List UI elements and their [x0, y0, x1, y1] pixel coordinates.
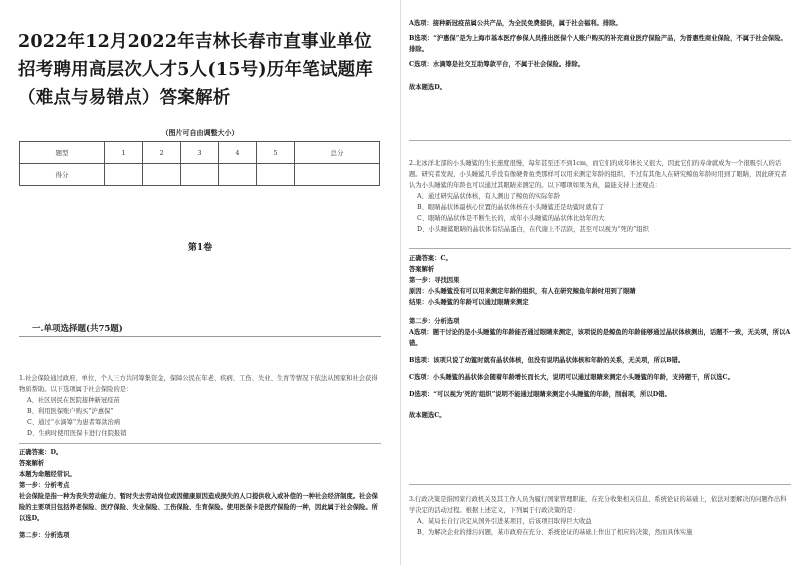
question-stem: 3.行政决策是指国家行政机关及其工作人员为履行国家管理职能，在充分收集相关信息、系统论证的基础上，依法对要解决的问题作出科学决定的活动过程。根据上述定义，下列属于行政决策的是： — [409, 496, 787, 514]
option-b: B、为解决企业的排污问题，某市政府在充分、系统论证的基础上作出了相应的决策，然而具体实施 — [417, 529, 693, 536]
conclusion: 故本题选C。 — [409, 412, 446, 419]
step-heading: 第一步：寻找因果 — [409, 277, 460, 284]
step-heading: 第二步：分析选项 — [19, 532, 70, 539]
table-cell: 3 — [181, 142, 219, 164]
question-1 — [19, 373, 381, 439]
option-c-analysis: C选项：水滴筹是社交互助筹款平台，不属于社会保险。排除。 — [409, 61, 585, 68]
step-heading: 第一步：分析考点 — [19, 482, 70, 489]
table-cell: 2 — [143, 142, 181, 164]
explain-heading: 答案解析 — [409, 266, 435, 273]
option-a-analysis: A选项：接种新冠疫苗属公共产品，为全民免费提供，属于社会福利。排除。 — [409, 20, 622, 27]
table-cell — [218, 164, 256, 186]
table-cell — [143, 164, 181, 186]
volume-heading: 第1卷 — [187, 243, 213, 253]
page-title: 2022年12月2022年吉林长春市直事业单位招考聘用高层次人才5人(15号)历年笔试题库（难点与易错点）答案解析 — [18, 32, 373, 108]
table-cell: 4 — [218, 142, 256, 164]
option-b: B、眼睛晶状体最核心位置的晶状体核在小头睡鲨还是幼鲨时就有了 — [417, 204, 605, 211]
option-d: D、生病时使用医保卡进行住院报销 — [27, 430, 127, 437]
question-1-answer — [19, 447, 381, 524]
table-cell: 得分 — [20, 164, 105, 186]
option-b-analysis: B选项：“沪惠保”是为上海市基本医疗参保人员推出医保个人账户购买的补充商业医疗保险产品，为普惠性商业保险，不属于社会保险。排除。 — [409, 35, 787, 53]
conclusion: 故本题选D。 — [409, 84, 446, 91]
table-cell: 5 — [256, 142, 294, 164]
option-c: C、通过“水滴筹”为患者筹款治病 — [27, 419, 121, 426]
divider — [409, 140, 791, 141]
divider — [19, 443, 381, 444]
question-2-answer — [409, 253, 791, 421]
explain-text: 本题为命题经常识。 — [19, 471, 76, 478]
option-a: A、社区居民在医院接种新冠疫苗 — [27, 397, 120, 404]
question-stem: 2.北冰洋北部的小头睡鲨的生长速度很慢，每年甚至还不到1cm，而它们的成年体长又很大，因此它们的寿命就成为一个很吸引人的话题。研究者发现，小头睡鲨几乎没有像硬骨鱼类那样可以用来测定年龄的组织，不过有其他人在研究鲸鱼年龄时用到了眼睛，因此研究者认为小头睡鲨的年龄也可以通过其眼睛来测定的。以下哪项如果为真，最能支持上述观点： — [409, 160, 787, 189]
divider — [19, 336, 381, 337]
divider — [409, 484, 791, 485]
analysis-text: 社会保险是指一种为丧失劳动能力、暂时失去劳动岗位或因健康原因造成损失的人口提供收入或补偿的一种社会经济制度。社会保险的主要项目包括养老保险、医疗保险、失业保险、工伤保险、生育保险。使用医保卡是医疗保险的一种，因此属于社会保险。所以选D。 — [19, 493, 378, 522]
score-table-row — [20, 164, 380, 186]
section-heading: 一.单项选择题(共75题) — [32, 324, 123, 334]
option-b-analysis: B选项：该项只说了幼鲨时就有晶状体核，但没有说明晶状体核和年龄的关系，无关项，所以B错。 — [409, 357, 685, 364]
result-text: 结果：小头睡鲨的年龄可以通过眼睛来测定 — [409, 299, 529, 306]
answer: 正确答案：D。 — [19, 449, 63, 456]
explain-heading: 答案解析 — [19, 460, 45, 467]
option-a-analysis: A选项：题干讨论的是小头睡鲨的年龄能否通过眼睛来测定，该项说的是鲸鱼的年龄能够通过晶状体核测出，话题不一致，无关项，所以A错。 — [409, 329, 791, 347]
table-cell: 题型 — [20, 142, 105, 164]
option-a: A、通过研究晶状体核，有人测出了鲸鱼的实际年龄 — [417, 193, 561, 200]
divider — [409, 248, 791, 249]
question-2 — [409, 158, 791, 235]
option-d-analysis: D选项：“可以视为‘死的’组织”说明不能通过眼睛来测定小头睡鲨的年龄，削弱项，所以D错。 — [409, 391, 671, 398]
table-cell — [294, 164, 379, 186]
image-note: （图片可自由调整大小） — [161, 128, 239, 137]
option-c: C、眼睛的晶状体是不断生长的，成年小头睡鲨的晶状体比幼年的大 — [417, 215, 605, 222]
question-1-options-analysis — [409, 18, 791, 93]
table-cell: 1 — [105, 142, 143, 164]
answer: 正确答案：C。 — [409, 255, 452, 262]
option-c-analysis: C选项：小头睡鲨的晶状体会随着年龄增长而长大，说明可以通过眼睛来测定小头睡鲨的年龄，支持题干，所以选C。 — [409, 374, 734, 381]
score-table — [19, 141, 380, 186]
right-page — [400, 0, 800, 565]
table-cell: 总分 — [294, 142, 379, 164]
question-stem: 1.社会保险通过政府、单位、个人三方共同筹集资金，保障公民在年老、疾病、工伤、失业、生育等情况下依法从国家和社会获得物质帮助。以下选项属于社会保险的是： — [19, 375, 378, 393]
option-a: A、某局长自行决定从国外引进某项目，后该项目取得巨大收益 — [417, 518, 592, 525]
cause-text: 原因：小头睡鲨没有可以用来测定年龄的组织，有人在研究鲸鱼年龄时用到了眼睛 — [409, 288, 636, 295]
option-b: B、利用医保账户购买“沪惠保” — [27, 408, 114, 415]
step-heading: 第二步：分析选项 — [409, 318, 460, 325]
table-cell — [256, 164, 294, 186]
score-table-header-row — [20, 142, 380, 164]
question-3 — [409, 494, 791, 538]
option-d: D、小头睡鲨眼睛的晶状体有结晶蛋白，在代谢上不活跃，甚至可以视为“死的”组织 — [417, 226, 649, 233]
table-cell — [105, 164, 143, 186]
table-cell — [181, 164, 219, 186]
